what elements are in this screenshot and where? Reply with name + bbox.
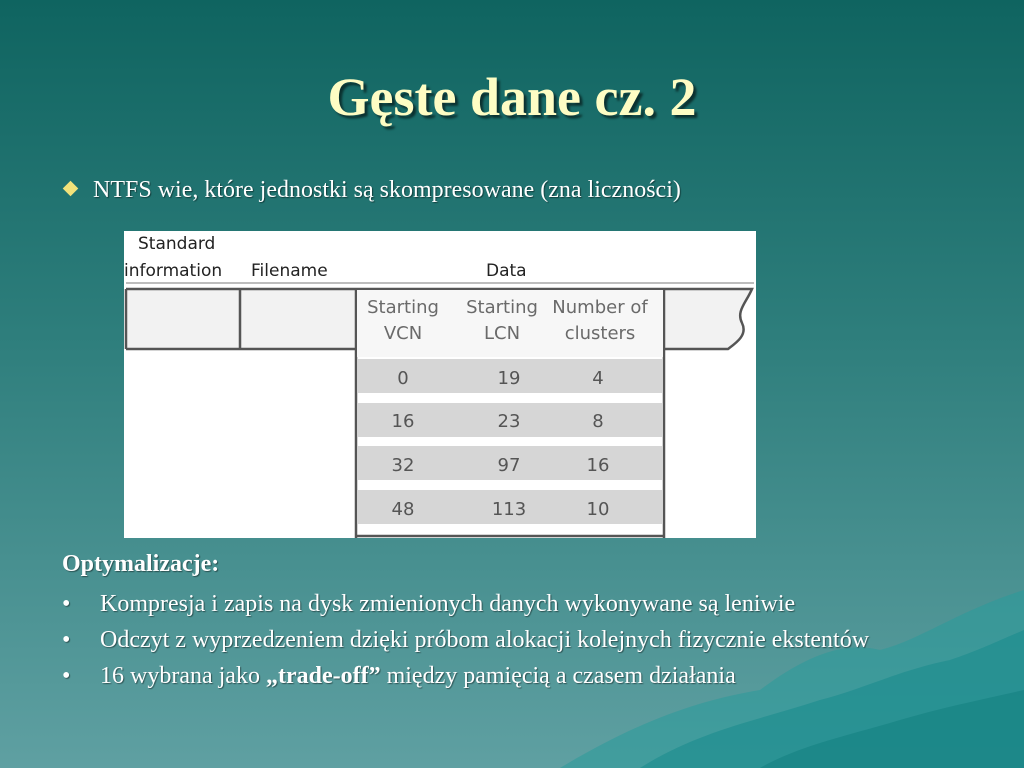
col-lcn-label-2: LCN [483,323,521,344]
list-item-bold: „trade-off” [265,663,381,689]
row4-clusters: 10 [586,499,610,520]
list-item [62,661,942,692]
list-item-prefix: 16 wybrana jako [100,663,266,689]
mft-record-figure [124,231,756,538]
row3-lcn: 97 [497,455,521,476]
row4-vcn: 48 [391,499,415,520]
list-item-text: Kompresja i zapis na dysk zmienionych danych wykonywane są leniwie [100,591,796,617]
row3-vcn: 32 [391,455,415,476]
list-item [62,625,942,656]
header-standard: Standard [138,234,216,254]
col-clusters-label-2: clusters [564,323,636,344]
list-item-suffix: między pamięcią a czasem działania [380,663,736,689]
main-bullet [62,177,681,204]
row2-lcn: 23 [497,411,521,432]
section-heading: Optymalizacje: [62,551,220,577]
row2-vcn: 16 [391,411,415,432]
col-vcn-label-2: VCN [383,323,423,344]
list-bullet: • [62,591,71,617]
row3-clusters: 16 [586,455,610,476]
row1-vcn: 0 [397,368,409,389]
diamond-bullet-icon [63,181,79,197]
list-item-text: Odczyt z wyprzedzeniem dzięki próbom alokacji kolejnych fizycznie ekstentów [100,627,870,653]
row2-clusters: 8 [592,411,604,432]
header-filename: Filename [251,261,328,281]
main-bullet-text: NTFS wie, które jednostki są skompresowane (zna liczności) [93,177,681,203]
row4-lcn: 113 [491,499,527,520]
col-vcn-label-1: Starting [367,297,439,318]
col-lcn-label-1: Starting [466,297,538,318]
header-data: Data [486,261,527,281]
row1-lcn: 19 [497,368,521,389]
list-bullet: • [62,627,71,653]
list-item [62,589,942,620]
row1-clusters: 4 [592,368,604,389]
slide-title: Gęste dane cz. 2 [327,67,697,127]
list-bullet: • [62,663,71,689]
optimizations-list [62,589,942,697]
col-clusters-label-1: Number of [552,297,648,318]
header-information: information [124,261,223,281]
